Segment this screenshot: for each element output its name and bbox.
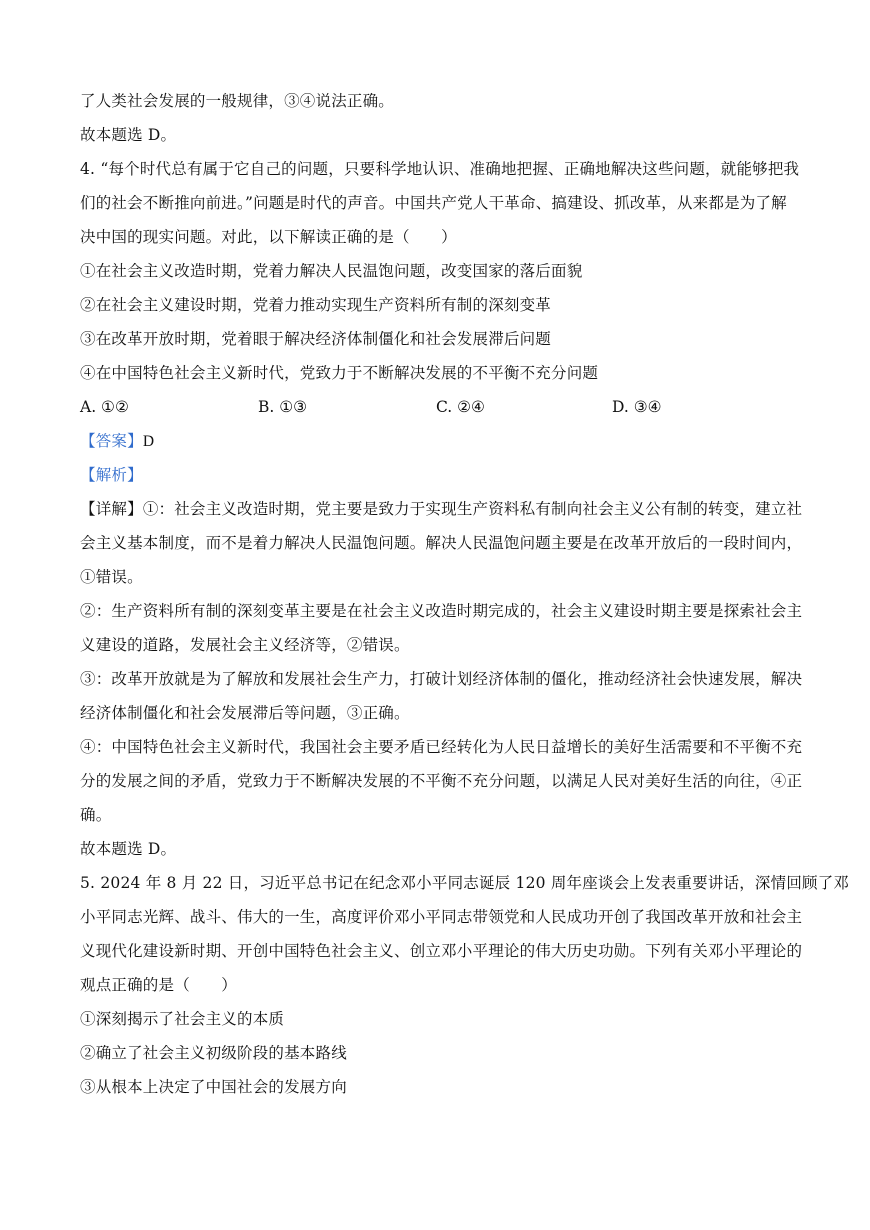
question-stem-line: 小平同志光辉、战斗、伟大的一生，高度评价邓小平同志带领党和人民成功开创了我国改革开放和社会主 <box>80 908 803 926</box>
text-line: 故本题选 D。 <box>80 126 177 144</box>
answer-tag: 【答案】 <box>80 432 143 450</box>
analysis-tag: 【解析】 <box>80 466 143 484</box>
answer-options <box>80 390 800 424</box>
question-stem-line: 观点正确的是（ ） <box>80 976 238 994</box>
detail-line: 确。 <box>80 806 112 824</box>
answer-line <box>80 424 800 458</box>
option-a: A. ①② <box>80 398 129 416</box>
detail-line: 分的发展之间的矛盾，党致力于不断解决发展的不平衡不充分问题，以满足人民对美好生活的向往，④正 <box>80 772 803 790</box>
statement-3: ③从根本上决定了中国社会的发展方向 <box>80 1078 347 1096</box>
text-line: 了人类社会发展的一般规律，③④说法正确。 <box>80 92 395 110</box>
statement-3: ③在改革开放时期，党着眼于解决经济体制僵化和社会发展滞后问题 <box>80 330 552 348</box>
statement-1: ①在社会主义改造时期，党着力解决人民温饱问题，改变国家的落后面貌 <box>80 262 583 280</box>
document-page <box>80 84 850 1104</box>
detail-text: ①：社会主义改造时期，党主要是致力于实现生产资料私有制向社会主义公有制的转变，建立社 <box>142 500 803 518</box>
question-stem-line: 义现代化建设新时期、开创中国特色社会主义、创立邓小平理论的伟大历史功勋。下列有关邓小平理论的 <box>80 942 803 960</box>
option-b: B. ①③ <box>258 398 308 416</box>
option-d: D. ③④ <box>612 398 662 416</box>
statement-1: ①深刻揭示了社会主义的本质 <box>80 1010 285 1028</box>
detail-line: ①错误。 <box>80 568 143 586</box>
option-c: C. ②④ <box>436 398 485 416</box>
answer-value: D <box>142 433 155 450</box>
detail-line: ③：改革开放就是为了解放和发展社会生产力，打破计划经济体制的僵化，推动经济社会快速发展，解决 <box>80 670 803 688</box>
question-stem-line: 4. “每个时代总有属于它自己的问题，只要科学地认识、准确地把握、正确地解决这些问题，就能够把我 <box>80 160 800 178</box>
question-stem-line: 5. 2024 年 8 月 22 日，习近平总书记在纪念邓小平同志诞辰 120 周年座谈会上发表重要讲话，深情回顾了邓 <box>80 874 850 892</box>
detail-line <box>80 492 803 526</box>
question-stem-line: 们的社会不断推向前进。”问题是时代的声音。中国共产党人干革命、搞建设、抓改革，从来都是为了解 <box>80 194 787 212</box>
statement-2: ②确立了社会主义初级阶段的基本路线 <box>80 1044 347 1062</box>
question-stem-line: 决中国的现实问题。对此，以下解读正确的是（ ） <box>80 228 457 246</box>
question-4 <box>80 152 803 866</box>
detail-line: 义建设的道路，发展社会主义经济等，②错误。 <box>80 636 410 654</box>
analysis-line <box>80 458 800 492</box>
detail-line: ②：生产资料所有制的深刻变革主要是在社会主义改造时期完成的，社会主义建设时期主要是探索社会主 <box>80 602 803 620</box>
detail-line: 故本题选 D。 <box>80 840 177 858</box>
detail-line: 经济体制僵化和社会发展滞后等问题，③正确。 <box>80 704 410 722</box>
question-5 <box>80 866 850 1104</box>
statement-4: ④在中国特色社会主义新时代，党致力于不断解决发展的不平衡不充分问题 <box>80 364 599 382</box>
detail-line: ④：中国特色社会主义新时代，我国社会主要矛盾已经转化为人民日益增长的美好生活需要和不平衡不充 <box>80 738 803 756</box>
statement-2: ②在社会主义建设时期，党着力推动实现生产资料所有制的深刻变革 <box>80 296 552 314</box>
detail-tag: 【详解】 <box>80 500 143 518</box>
detail-line: 会主义基本制度，而不是着力解决人民温饱问题。解决人民温饱问题主要是在改革开放后的一段时间内， <box>80 534 803 552</box>
